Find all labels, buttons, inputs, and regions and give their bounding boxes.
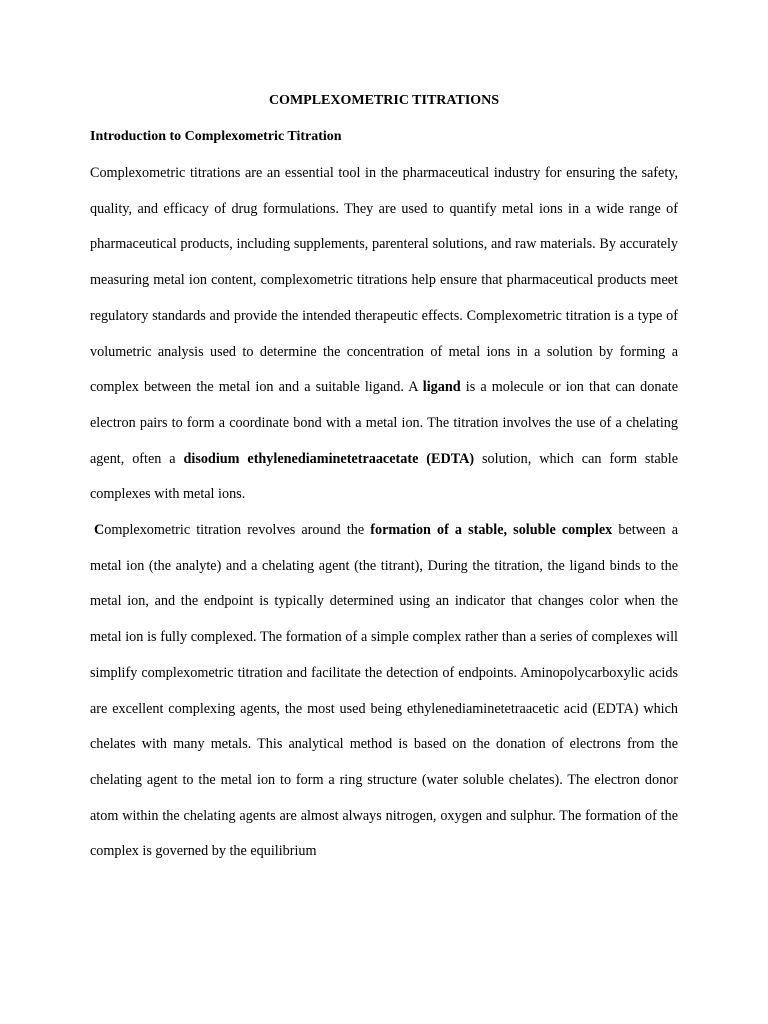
paragraph-1 <box>90 156 678 513</box>
p2-text-1: omplexometric titration revolves around the <box>104 522 371 539</box>
page-title: COMPLEXOMETRIC TITRATIONS <box>268 93 500 108</box>
intro-heading: Introduction to Complexometric Titration <box>90 129 342 144</box>
p1-text-3: solution, which can form stable complexes with metal ions. <box>90 450 678 503</box>
p1-text-1: Complexometric titrations are an essential tool in the pharmaceutical industry for ensuring the safety, quality, and efficacy of drug formulations. They are used to quantify metal ions in a wide range of pharmaceutical products, including supplements, parenteral solutions, and raw materials. By accurately measuring metal ion content, complexometric titrations help ensure that pharmaceutical products meet regulatory standards and provide the intended therapeutic effects. Complexometric titration is a type of volumetric analysis used to determine the concentration of metal ions in a solution by forming a complex between the metal ion and a suitable ligand. A <box>90 165 678 396</box>
p1-bold-edta: disodium ethylenediaminetetraacetate (EDTA) <box>183 450 475 467</box>
p1-bold-ligand: ligand <box>422 379 461 396</box>
p2-bold-initial: C <box>94 522 105 539</box>
paragraph-2 <box>90 513 678 870</box>
p2-text-2: between a metal ion (the analyte) and a chelating agent (the titrant), During the titration, the ligand binds to the metal ion, and the endpoint is typically determined using an indicator that changes color when the metal ion is fully complexed. The formation of a simple complex rather than a series of complexes will simplify complexometric titration and facilitate the detection of endpoints. Aminopolycarboxylic acids are excellent complexing agents, the most used being ethylenediaminetetraacetic acid (EDTA) which chelates with many metals. This analytical method is based on the donation of electrons from the chelating agent to the metal ion to form a ring structure (water soluble chelates). The electron donor atom within the chelating agents are almost always nitrogen, oxygen and sulphur. The formation of the complex is governed by the equilibrium <box>90 522 678 860</box>
p1-text-2: is a molecule or ion that can donate electron pairs to form a coordinate bond with a metal ion. The titration involves the use of a chelating agent, often a <box>90 379 678 467</box>
body-text <box>90 156 678 870</box>
p2-bold-complex: formation of a stable, soluble complex <box>370 522 613 539</box>
